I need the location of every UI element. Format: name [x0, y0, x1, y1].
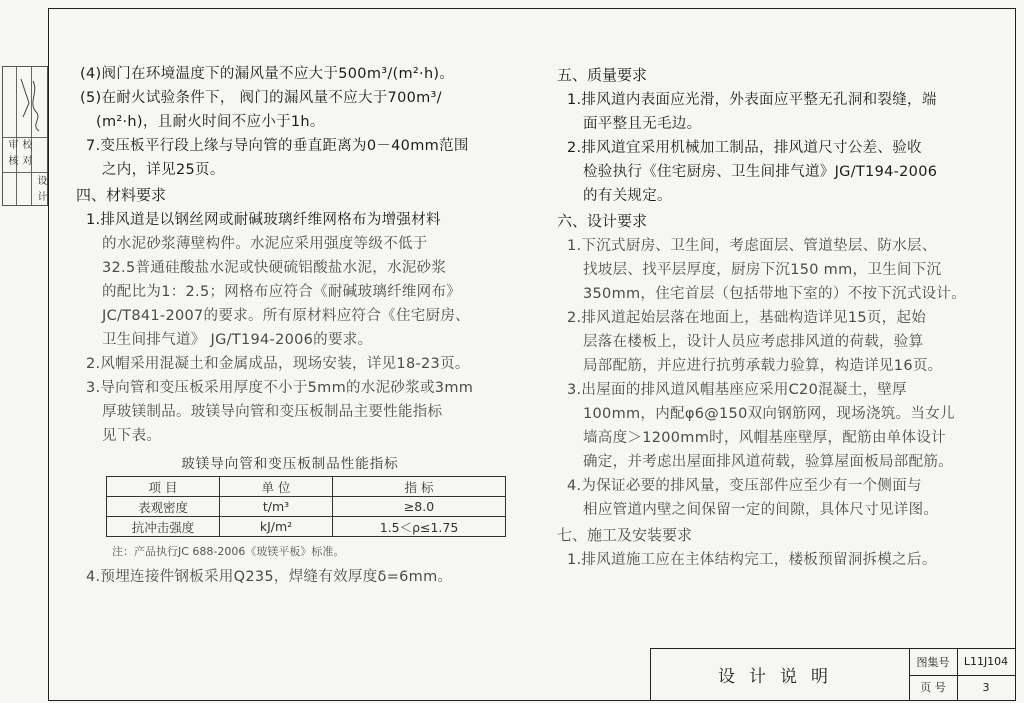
- table-cell: 1.5＜ρ≤1.75: [333, 517, 506, 537]
- drawing-title: 设计说明: [651, 649, 910, 700]
- list-item: 4.为保证必要的排风量，变压部件应至少有一个侧面与 相应管道内壁之间保留一定的间隙，具体尺寸见详图。: [567, 478, 939, 518]
- list-item: 2.排风道起始层落在地面上，基础构造详见15页，起始 层落在楼板上，设计人员应考虑排风道的荷载，验算 局部配筋，并应进行抗剪承载力验算，构造详见16页。: [567, 310, 943, 374]
- section-heading: 五、质量要求: [557, 66, 648, 84]
- page-number: 3: [982, 680, 990, 694]
- list-item: 3.出屋面的排风道风帽基座应采用C20混凝土，壁厚 100mm，内配φ6@150双向钢筋网，现场浇筑。当女儿 墙高度＞1200mm时，风帽基座壁厚，配筋由单体设计 确定，并考虑出屋面排风道荷载，验算屋面板局部配筋。: [567, 382, 955, 470]
- section-heading: 七、施工及安装要求: [557, 526, 693, 544]
- table-cell: kJ/m²: [220, 517, 333, 537]
- list-item: 1.下沉式厨房、卫生间，考虑面层、管道垫层、防水层、 找坡层、找平层厚度，厨房下沉150 mm，卫生间下沉 350mm，住宅首层（包括带地下室的）不按下沉式设计。: [567, 238, 967, 302]
- list-item: 4.预埋连接件钢板采用Q235，焊缝有效厚度δ=6mm。: [86, 569, 453, 585]
- atlas-number: L11J104: [957, 649, 1015, 676]
- table-cell: 表观密度: [107, 497, 220, 517]
- table-note: 注：产品执行JC 688-2006《玻镁平板》标准。: [112, 545, 345, 558]
- list-item: 7.变压板平行段上缘与导向管的垂直距离为0－40mm范围 之内，详见25页。: [86, 138, 469, 178]
- section-heading: 六、设计要求: [557, 212, 648, 230]
- table-cell: ≥8.0: [333, 497, 506, 517]
- side-label: 设: [35, 175, 46, 185]
- table-cell: t/m³: [220, 497, 333, 517]
- list-item: (4)阀门在环境温度下的漏风量不应大于500m³/(m²·h)。: [80, 66, 455, 82]
- list-item: 2.排风道宜采用机械加工制品，排风道尺寸公差、验收 检验执行《住宅厨房、卫生间排气道》JG/T194-2006 的有关规定。: [567, 140, 938, 204]
- title-block: [650, 648, 1016, 701]
- side-label: 校: [20, 139, 31, 149]
- atlas-label: 图集号: [909, 649, 958, 676]
- list-item: 3.导向管和变压板采用厚度不小于5mm的水泥砂浆或3mm 厚玻镁制品。玻镁导向管和变压板制品主要性能指标 见下表。: [86, 380, 474, 444]
- table-row: [107, 517, 506, 537]
- section-heading: 四、材料要求: [76, 186, 167, 204]
- list-item: 1.排风道内表面应光滑，外表面应平整无孔洞和裂缝，端 面平整且无毛边。: [567, 92, 937, 132]
- table-cell: 抗冲击强度: [107, 517, 220, 537]
- table-header: 指 标: [333, 477, 506, 497]
- table-header: 项 目: [107, 477, 220, 497]
- side-label: 计: [35, 191, 46, 201]
- side-label: 核: [6, 155, 17, 165]
- left-column: [72, 62, 512, 589]
- list-item: 2.风帽采用混凝土和金属成品，现场安装，详见18-23页。: [86, 356, 470, 372]
- table-header: 单 位: [220, 477, 333, 497]
- table-header-row: [107, 477, 506, 497]
- list-item: (5)在耐火试验条件下， 阀门的漏风量不应大于700m³/ (m²·h)，且耐火时间不应小于1h。: [80, 90, 442, 130]
- signature-scribble: [17, 73, 47, 133]
- table-title: 玻镁导向管和变压板制品性能指标: [181, 456, 399, 472]
- side-label: 对: [20, 155, 31, 165]
- performance-table: [106, 476, 506, 537]
- list-item: 1.排风道是以钢丝网或耐碱玻璃纤维网格布为增强材料 的水泥砂浆薄壁构件。水泥应采用强度等级不低于 32.5普通硅酸盐水泥或快硬硫铝酸盐水泥，水泥砂浆 的配比为1：2.5；网格布应符合《耐碱玻璃纤维网布》 JC/T841-2007的要求。所有原材料应符合《住宅厨房、 卫生间排气道》 JG/T194-2006的要求。: [86, 212, 470, 348]
- page-label: 页 号: [909, 675, 958, 701]
- list-item: 1.排风道施工应在主体结构完工，楼板预留洞拆模之后。: [567, 552, 937, 568]
- side-label: 审: [6, 139, 17, 149]
- right-column: [553, 62, 993, 572]
- approval-strip: [2, 66, 48, 206]
- table-row: [107, 497, 506, 517]
